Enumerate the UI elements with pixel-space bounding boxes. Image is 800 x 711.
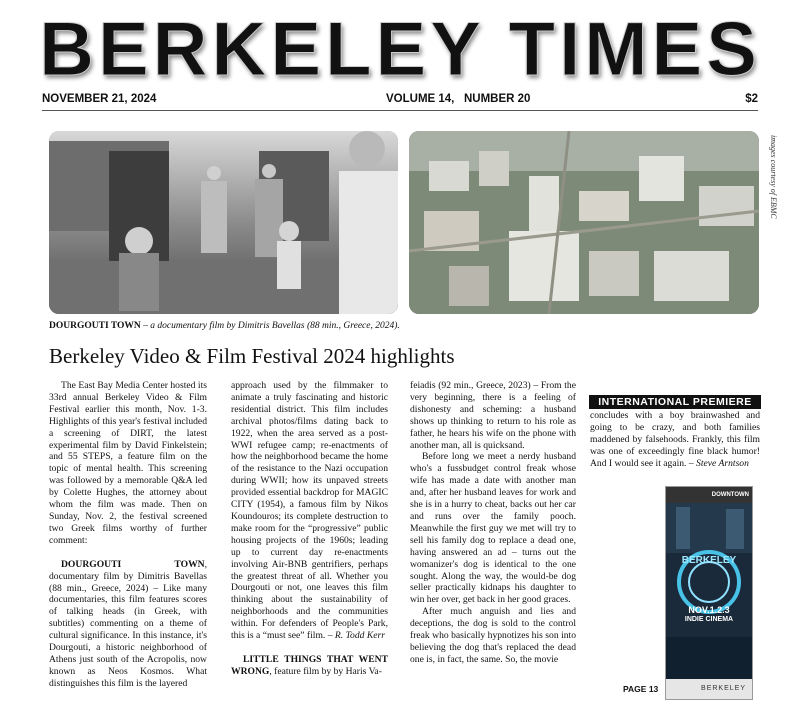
dateline xyxy=(42,93,758,109)
photo-credit: images courtesy of EBMC xyxy=(769,135,778,219)
poster-artwork xyxy=(666,487,752,699)
festival-poster xyxy=(665,486,753,700)
paragraph: feiadis (92 min., Greece, 2023) – From the very beginning, there is a feeling of dishonesty and scheming: a husband shows up thinking to return to his role as father, he hears his wife on the phone with another man, all is quicksand. xyxy=(410,380,576,451)
international-premiere-banner: INTERNATIONAL PREMIERE xyxy=(589,395,761,409)
poster-dates: NOV.1.2.3 INDIE CINEMA xyxy=(684,605,734,623)
issue-price: $2 xyxy=(745,93,758,105)
article-headline: Berkeley Video & Film Festival 2024 highlights xyxy=(49,344,455,368)
author-signature: – R. Todd Kerr xyxy=(325,630,385,642)
masthead xyxy=(0,0,800,90)
masthead-title: BERKELEY TIMES xyxy=(39,7,761,92)
caption-title: DOURGOUTI TOWN xyxy=(49,321,141,331)
article-column-4 xyxy=(590,410,760,470)
article-column-1 xyxy=(49,380,207,690)
article-column-2 xyxy=(231,380,388,678)
issue-volume: VOLUME 14, NUMBER 20 xyxy=(386,93,531,105)
neos-kosmos-aerial-photo xyxy=(409,131,759,314)
poster-footer: BERKELEY xyxy=(666,679,752,699)
paragraph: The East Bay Media Center hosted its 33rd annual Berkeley Video & Film Festival earlier this month, Nov. 1-3. Highlights of this year's festival included a screening of DIRT, the latest experimental film by David Finkelstein; and 55 STEPS, a feature film on the topic of mental health. This screening was followed by a memorable Q&A led by Colette Hughes, the attorney about whom the film was made. Then on Sunday, Nov. 2, the festival screened two Greek films worthy of further comment: xyxy=(49,380,207,546)
photo-caption xyxy=(49,321,400,331)
film-title: DOURGOUTI TOWN xyxy=(61,558,205,570)
author-signature: – Steve Arntson xyxy=(686,457,749,469)
paragraph: DOURGOUTI TOWN, documentary film by Dimitris Bavellas (88 min., Greece, 2024) – Like many documentaries, this film features scores of talking heads (in Greek, with subtitles) commenting on a theme of cultural significance. In this instance, it's Dourgouti, a historic neighborhood of Athens just south of the Acropolis, now known as Neos Kosmos. What distinguishes this film is the layered xyxy=(49,558,207,689)
paragraph: concludes with a boy brainwashed and going to be crazy, and both families maddened by falsehoods. Frankly, this film was one of exceedingly fine black humor! And I would see it again. – Steve Arntson xyxy=(590,410,760,469)
paragraph: After much anguish and lies and deceptions, the dog is sold to the control freak who basically hypnotizes his son into believing the dog that's replaced the dead one is, in fact, the same. So, the movie xyxy=(410,606,576,665)
poster-top-banner: DOWNTOWN xyxy=(666,487,752,503)
article-column-3 xyxy=(410,380,576,666)
film-title: LITTLE THINGS THAT WENT WRONG xyxy=(231,653,388,677)
issue-date: NOVEMBER 21, 2024 xyxy=(42,93,157,105)
page-number: PAGE 13 xyxy=(623,684,659,694)
caption-text: – a documentary film by Dimitris Bavellas (88 min., Greece, 2024). xyxy=(140,321,400,331)
poster-title: BERKELEY xyxy=(681,555,737,566)
paragraph: LITTLE THINGS THAT WENT WRONG, feature film by by Haris Va- xyxy=(231,653,388,677)
paragraph: approach used by the filmmaker to animate a truly fascinating and historic residential district. This film includes archival photos/films dating back to 1922, when the area served as a post-WWI refugee camp; re-enactments of how the neighborhood became the home of the resistance to the Nazi occupation during WWII; how its unpaved streets provided essential backdrop for MAGIC CITY (1954), a famous film by Nikos Koundouros; its complete destruction to make room for the “progressive” public housing projects of the 1960s; leading up to current day re-enactments involving Air-BNB gentrifiers, perhaps the greatest threat of all. Whether you Dourgouti or not, one leaves this film thinking about the sustainability of neighborhoods and the communities within. For defenders of People's Park, this is a “must see” film. – R. Todd Kerr xyxy=(231,380,388,642)
dateline-rule xyxy=(42,110,758,111)
paragraph: Before long we meet a nerdy husband who's a fussbudget control freak whose wife has made a date with another man and, after her husband leaves for work and she is in a hurry to cheat, backs out her car and runs over the family pooch. Meanwhile the first guy we met will try to sell his family dog to replace a dead one, having answered an ad – turns out the womanizer's dog is identical to the one sought. Along the way, the would-be dog seller practically kidnaps his daughter to win her over, get back in her good graces. xyxy=(410,451,576,606)
dourgouti-photo xyxy=(49,131,398,314)
